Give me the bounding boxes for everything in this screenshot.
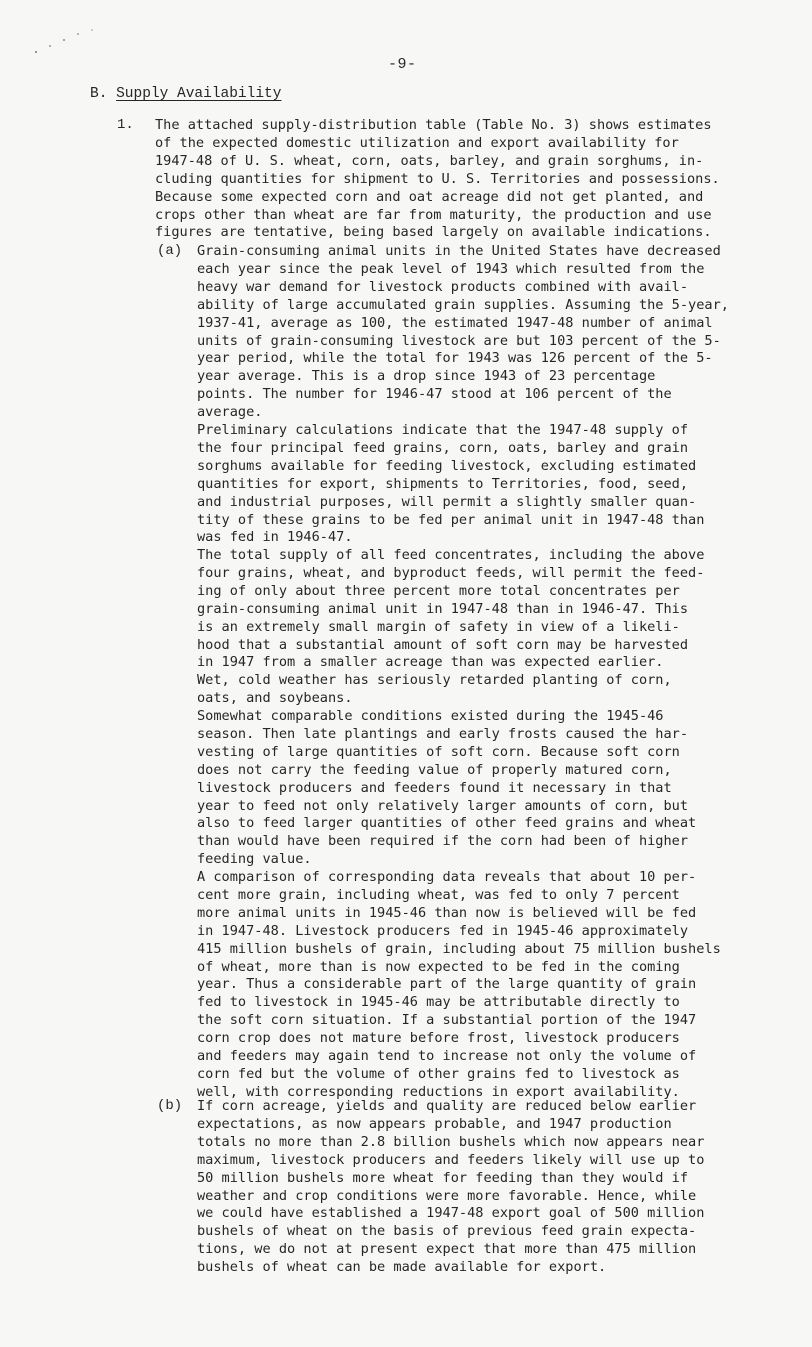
subitem-a-paragraph-4: [197, 708, 696, 869]
subitem-b-paragraph: [197, 1098, 704, 1277]
text-line: fed to livestock in 1945-46 may be attributable directly to: [197, 994, 680, 1011]
text-line: feeding value.: [197, 851, 312, 868]
subitem-a-paragraph-5: [197, 869, 721, 1102]
item-1-paragraph: [155, 117, 720, 242]
text-line: 1937-41, average as 100, the estimated 1947-48 number of animal: [197, 314, 713, 331]
text-line: tions, we do not at present expect that more than 475 million: [197, 1241, 697, 1258]
subitem-b-marker: (b): [157, 1098, 183, 1114]
text-line: is an extremely small margin of safety in view of a likeli-: [197, 618, 680, 635]
text-line: four grains, wheat, and byproduct feeds, will permit the feed-: [197, 564, 705, 581]
section-title: Supply Availability: [116, 86, 282, 102]
text-line: well, with corresponding reductions in export availability.: [197, 1083, 680, 1100]
item-number: 1.: [117, 117, 134, 133]
text-line: year period, while the total for 1943 was 126 percent of the 5-: [197, 350, 713, 367]
subitem-a-paragraph-1: [197, 243, 729, 422]
page-number: -9-: [388, 56, 417, 73]
text-line: units of grain-consuming livestock are but 103 percent of the 5-: [197, 332, 721, 349]
text-line: we could have established a 1947-48 export goal of 500 million: [197, 1205, 705, 1222]
text-line: oats, and soybeans.: [197, 690, 353, 707]
text-line: expectations, as now appears probable, and 1947 production: [197, 1115, 672, 1132]
text-line: tity of these grains to be fed per animal unit in 1947-48 than: [197, 511, 705, 528]
text-line: 415 million bushels of grain, including about 75 million bushels: [197, 940, 721, 957]
text-line: and industrial purposes, will permit a slightly smaller quan-: [197, 493, 697, 510]
text-line: does not carry the feeding value of properly matured corn,: [197, 761, 672, 778]
text-line: in 1947-48. Livestock producers fed in 1945-46 approximately: [197, 922, 689, 939]
text-line: points. The number for 1946-47 stood at 106 percent of the: [197, 386, 672, 403]
text-line: ing of only about three percent more total concentrates per: [197, 582, 680, 599]
text-line: the soft corn situation. If a substantial portion of the 1947: [197, 1012, 697, 1029]
text-line: 50 million bushels more wheat for feeding than they would if: [197, 1169, 689, 1186]
subitem-a-marker: (a): [157, 243, 183, 259]
text-line: If corn acreage, yields and quality are reduced below earlier: [197, 1098, 697, 1114]
text-line: bushels of wheat on the basis of previous feed grain expecta-: [197, 1223, 697, 1240]
text-line: of the expected domestic utilization and export availability for: [155, 134, 679, 151]
text-line: year to feed not only relatively larger amounts of corn, but: [197, 797, 689, 814]
text-line: 1947-48 of U. S. wheat, corn, oats, barley, and grain sorghums, in-: [155, 152, 704, 169]
text-line: season. Then late plantings and early frosts caused the har-: [197, 725, 689, 742]
text-line: maximum, livestock producers and feeders likely will use up to: [197, 1151, 705, 1168]
text-line: average.: [197, 404, 263, 421]
text-line: the four principal feed grains, corn, oats, barley and grain: [197, 439, 689, 456]
text-line: corn fed but the volume of other grains fed to livestock as: [197, 1065, 680, 1082]
scan-specks: [28, 22, 108, 62]
text-line: sorghums available for feeding livestock, excluding estimated: [197, 457, 697, 474]
text-line: bushels of wheat can be made available for export.: [197, 1259, 607, 1276]
text-line: and feeders may again tend to increase not only the volume of: [197, 1048, 697, 1065]
text-line: crops other than wheat are far from maturity, the production and use: [155, 206, 712, 223]
subitem-a-paragraph-2: [197, 422, 704, 547]
text-line: more animal units in 1945-46 than now is believed will be fed: [197, 904, 697, 921]
text-line: heavy war demand for livestock products combined with avail-: [197, 278, 689, 295]
text-line: figures are tentative, being based largely on available indications.: [155, 224, 712, 241]
text-line: grain-consuming animal unit in 1947-48 than in 1946-47. This: [197, 600, 689, 617]
text-line: ability of large accumulated grain supplies. Assuming the 5-year,: [197, 296, 729, 313]
text-line: Somewhat comparable conditions existed during the 1945-46: [197, 708, 664, 724]
text-line: weather and crop conditions were more favorable. Hence, while: [197, 1187, 697, 1204]
text-line: in 1947 from a smaller acreage than was expected earlier.: [197, 654, 664, 671]
text-line: hood that a substantial amount of soft corn may be harvested: [197, 636, 689, 653]
text-line: The total supply of all feed concentrates, including the above: [197, 547, 705, 563]
text-line: totals no more than 2.8 billion bushels which now appears near: [197, 1133, 705, 1150]
text-line: also to feed larger quantities of other feed grains and wheat: [197, 815, 697, 832]
text-line: cluding quantities for shipment to U. S. Territories and possessions.: [155, 170, 720, 187]
text-line: quantities for export, shipments to Territories, food, seed,: [197, 475, 689, 492]
text-line: than would have been required if the corn had been of higher: [197, 833, 689, 850]
text-line: A comparison of corresponding data reveals that about 10 per-: [197, 869, 697, 885]
section-heading: [90, 86, 281, 102]
text-line: Wet, cold weather has seriously retarded planting of corn,: [197, 672, 672, 689]
text-line: of wheat, more than is now expected to be fed in the coming: [197, 958, 680, 975]
text-line: was fed in 1946-47.: [197, 529, 353, 546]
section-letter: B.: [90, 86, 108, 102]
text-line: year average. This is a drop since 1943 of 23 percentage: [197, 368, 656, 385]
text-line: cent more grain, including wheat, was fed to only 7 percent: [197, 886, 680, 903]
text-line: livestock producers and feeders found it necessary in that: [197, 779, 672, 796]
text-line: Grain-consuming animal units in the United States have decreased: [197, 243, 721, 259]
subitem-a-paragraph-3: [197, 547, 704, 708]
text-line: each year since the peak level of 1943 which resulted from the: [197, 260, 705, 277]
text-line: The attached supply-distribution table (Table No. 3) shows estimates: [155, 117, 712, 133]
text-line: Preliminary calculations indicate that the 1947-48 supply of: [197, 422, 689, 438]
text-line: year. Thus a considerable part of the large quantity of grain: [197, 976, 697, 993]
text-line: corn crop does not mature before frost, livestock producers: [197, 1030, 680, 1047]
text-line: Because some expected corn and oat acreage did not get planted, and: [155, 188, 704, 205]
text-line: vesting of large quantities of soft corn. Because soft corn: [197, 743, 680, 760]
